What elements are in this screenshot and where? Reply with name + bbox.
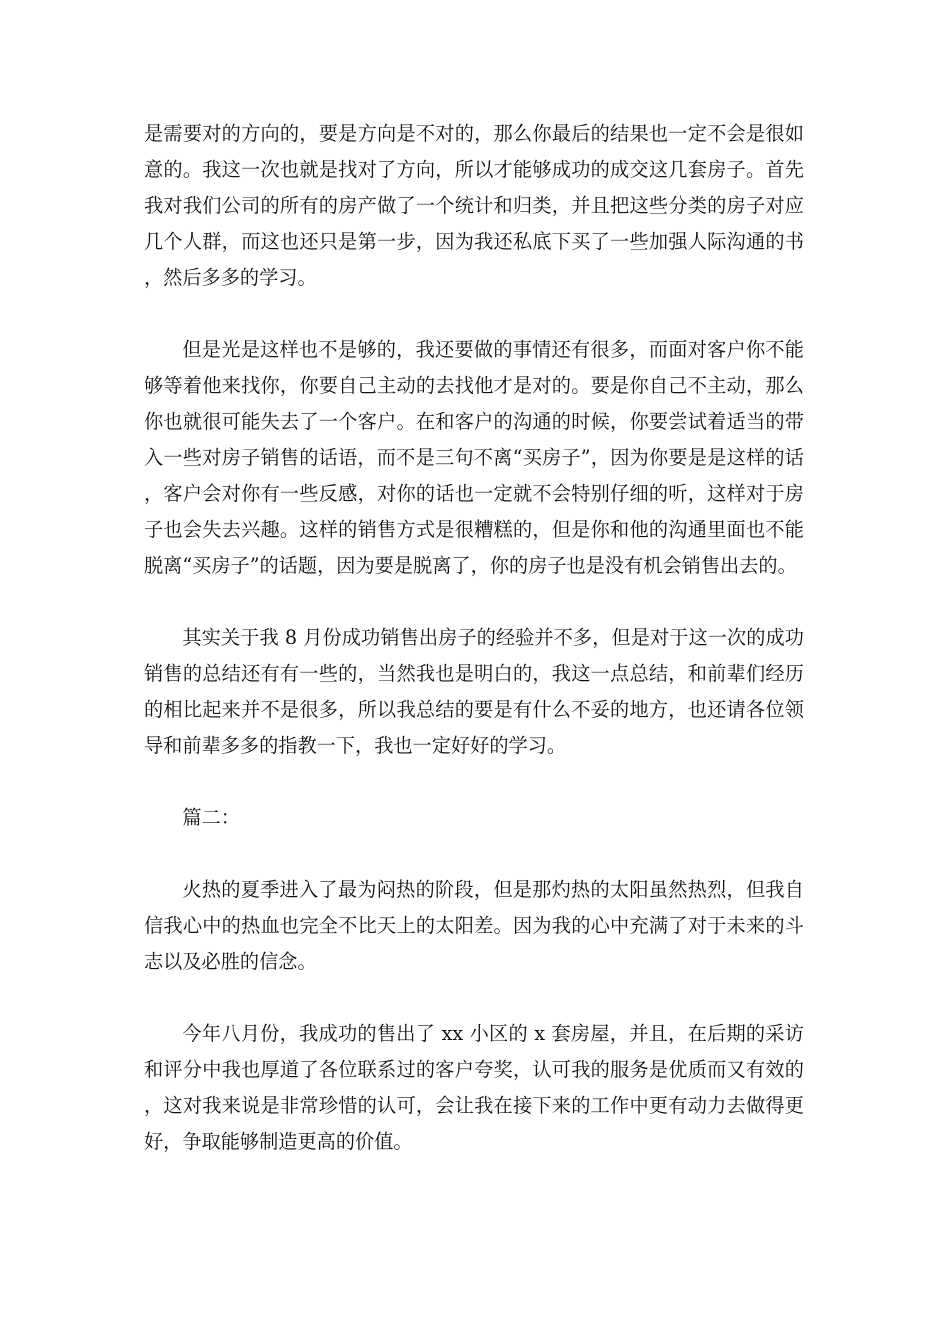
paragraph-summary: 其实关于我 8 月份成功销售出房子的经验并不多，但是对于这一次的成功销售的总结还有有一些的，当然我也是明白的，我这一点总结，和前辈们经历的相比起来并不是很多，所以我总结的要是有什么不妥的地方，也还请各位领导和前辈多多的指教一下，我也一定好好的学习。 [144, 626, 804, 757]
section-heading-part-two: 篇二： [182, 806, 240, 829]
paragraph-sales-approach: 但是光是这样也不是够的，我还要做的事情还有很多，而面对客户你不能够等着他来找你，你要自己主动的去找他才是对的。要是你自己不主动，那么你也就很可能失去了一个客户。在和客户的沟通的时候，你要尝试着适当的带入一些对房子销售的话语，而不是三句不离“买房子”，因为你要是是这样的话，客户会对你有一些反感，对你的话也一定就不会特别仔细的听，这样对于房子也会失去兴趣。这样的销售方式是很糟糕的，但是你和他的沟通里面也不能脱离“买房子”的话题，因为要是脱离了，你的房子也是没有机会销售出去的。 [144, 338, 804, 577]
paragraph-continuation: 是需要对的方向的，要是方向是不对的，那么你最后的结果也一定不会是很如意的。我这一次也就是找对了方向，所以才能够成功的成交这几套房子。首先我对我们公司的所有的房产做了一个统计和归类，并且把这些分类的房子对应几个人群，而这也还只是第一步，因为我还私底下买了一些加强人际沟通的书，然后多多的学习。 [144, 122, 804, 289]
paragraph-august-results: 今年八月份，我成功的售出了 xx 小区的 x 套房屋，并且，在后期的采访和评分中我也厚道了各位联系过的客户夸奖，认可我的服务是优质而又有效的，这对我来说是非常珍惜的认可，会让我在接下来的工作中更有动力去做得更好，争取能够制造更高的价值。 [144, 1022, 804, 1153]
paragraph-summer-motivation: 火热的夏季进入了最为闷热的阶段，但是那灼热的太阳虽然热烈，但我自信我心中的热血也完全不比天上的太阳差。因为我的心中充满了对于未来的斗志以及必胜的信念。 [144, 878, 804, 973]
document-body [144, 116, 804, 1196]
